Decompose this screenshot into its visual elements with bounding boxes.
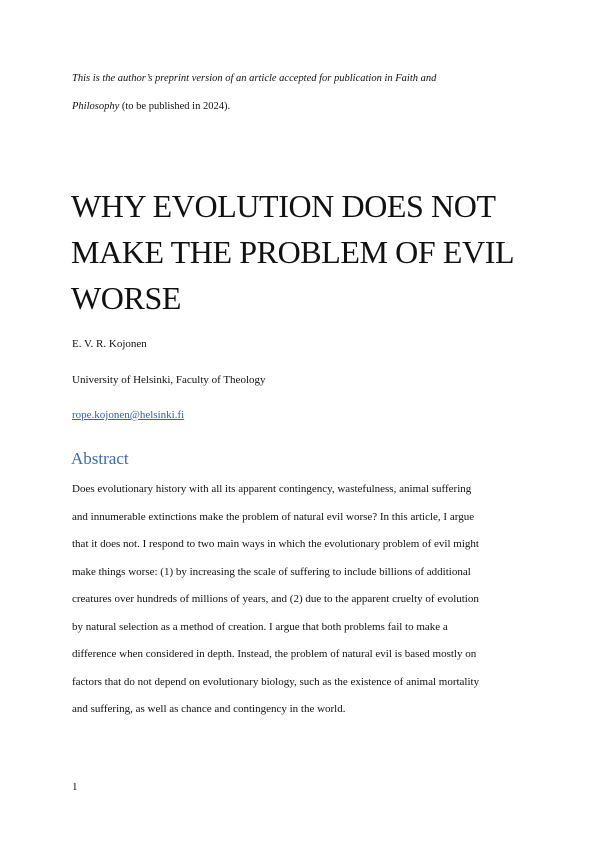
title-line-1: WHY EVOLUTION DOES NOT	[71, 188, 496, 224]
abstract-line: by natural selection as a method of creation. I argue that both problems fail to make a	[72, 620, 448, 633]
abstract-line: factors that do not depend on evolutionary biology, such as the existence of animal mortality	[72, 675, 480, 688]
author-email-line	[72, 408, 184, 422]
page-number: 1	[72, 781, 78, 793]
journal-name: Philosophy	[72, 101, 120, 112]
abstract-line: and suffering, as well as chance and contingency in the world.	[72, 703, 346, 715]
abstract-line: and innumerable extinctions make the problem of natural evil worse? In this article, I argue	[72, 510, 475, 523]
abstract-heading: Abstract	[71, 449, 129, 468]
abstract-line: make things worse: (1) by increasing the scale of suffering to include billions of additional	[72, 565, 471, 578]
publication-year-note: (to be published in 2024).	[119, 101, 231, 112]
preprint-note-line-1	[72, 72, 532, 86]
paper-title	[71, 183, 541, 321]
title-line-3: WORSE	[71, 280, 182, 316]
abstract-line: that it does not. I respond to two main ways in which the evolutionary problem of evil might	[72, 538, 479, 550]
abstract-line: difference when considered in depth. Instead, the problem of natural evil is based mostly on	[72, 648, 477, 660]
abstract-line: creatures over hundreds of millions of years, and (2) due to the apparent cruelty of evolution	[72, 593, 479, 605]
author-email-link[interactable]: rope.kojonen@helsinki.fi	[72, 409, 185, 421]
preprint-note-line-2	[72, 100, 532, 114]
preprint-note-italic: This is the author’s preprint version of an article accepted for publication in Faith and	[72, 73, 437, 84]
author-name: E. V. R. Kojonen	[72, 338, 147, 350]
abstract-body	[72, 476, 522, 724]
author-affiliation: University of Helsinki, Faculty of Theology	[72, 374, 266, 386]
title-line-2: MAKE THE PROBLEM OF EVIL	[71, 234, 515, 270]
abstract-line: Does evolutionary history with all its apparent contingency, wastefulness, animal suffering	[72, 483, 472, 495]
